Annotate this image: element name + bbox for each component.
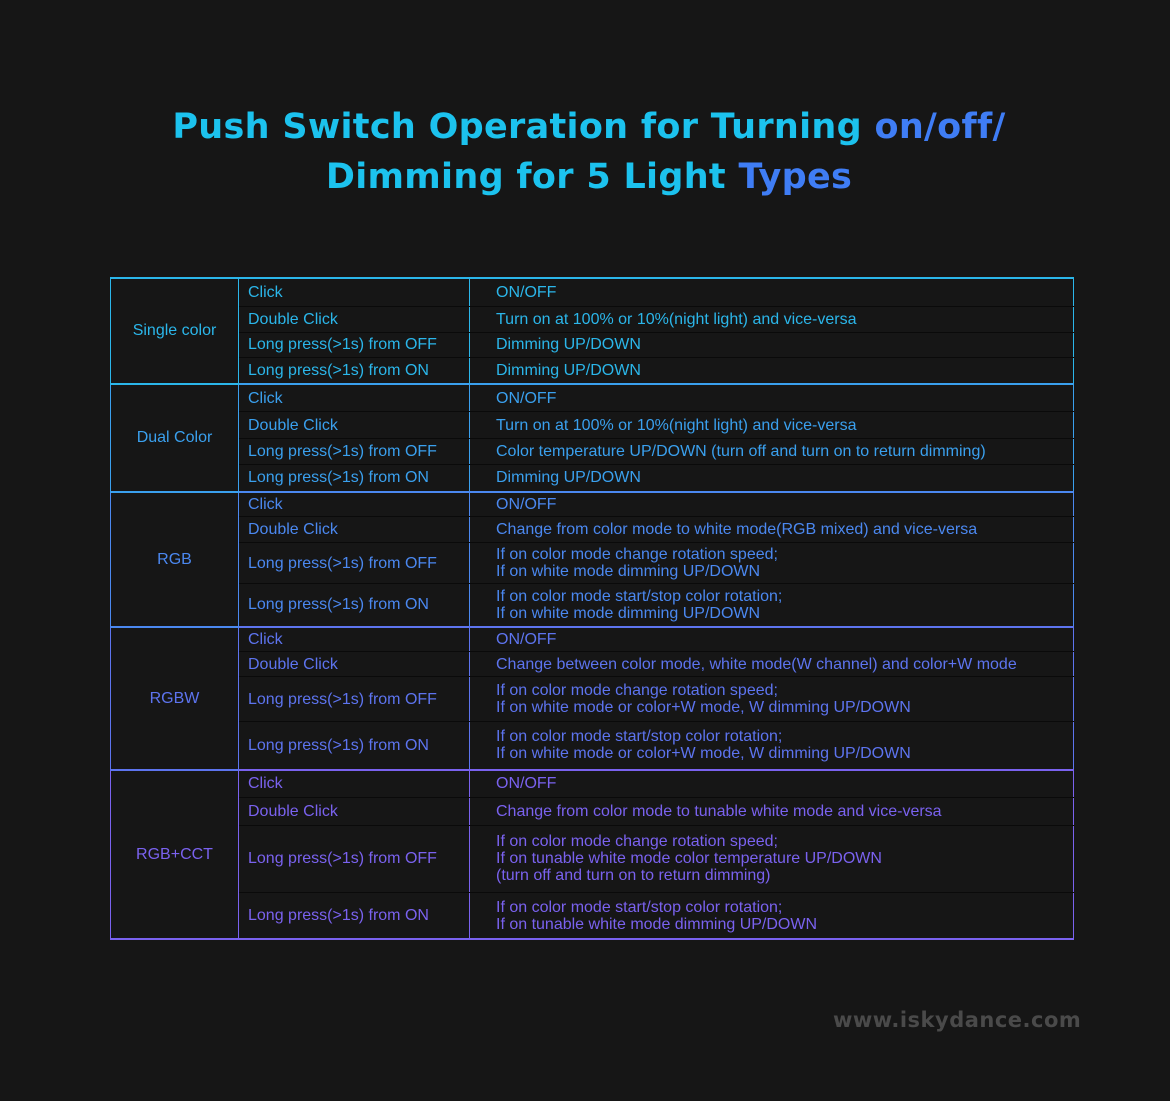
table-row (111, 358, 1074, 384)
function-line: If on tunable white mode dimming UP/DOWN (496, 915, 818, 933)
operation-cell: Click (239, 770, 470, 798)
function-line: ON/OFF (496, 495, 557, 513)
operation-cell: Long press(>1s) from OFF (239, 438, 470, 464)
table-row (111, 798, 1074, 825)
table-row (111, 627, 1074, 652)
operation-cell: Long press(>1s) from OFF (239, 332, 470, 357)
function-cell (470, 412, 1074, 438)
function-line: If on color mode start/stop color rotation; (496, 728, 783, 746)
operation-cell: Double Click (239, 798, 470, 825)
operation-cell: Long press(>1s) from ON (239, 358, 470, 384)
function-cell (470, 517, 1074, 543)
table-row (111, 583, 1074, 626)
function-line: Turn on at 100% or 10%(night light) and vice-versa (496, 416, 857, 434)
function-cell (470, 583, 1074, 626)
function-cell (470, 278, 1074, 306)
function-cell (470, 358, 1074, 384)
function-line: If on color mode change rotation speed; (496, 682, 778, 700)
function-line: (turn off and turn on to return dimming) (496, 867, 771, 885)
operation-cell: Double Click (239, 517, 470, 543)
operation-table (110, 277, 1074, 940)
operation-cell: Double Click (239, 412, 470, 438)
operation-cell: Long press(>1s) from ON (239, 583, 470, 626)
function-cell (470, 306, 1074, 332)
table-row (111, 464, 1074, 491)
operation-cell: Click (239, 384, 470, 412)
table-row (111, 517, 1074, 543)
table-row (111, 770, 1074, 798)
operation-cell: Long press(>1s) from OFF (239, 677, 470, 721)
function-line: ON/OFF (496, 283, 557, 301)
title-line-2: Dimming for 5 Light Types (325, 157, 853, 197)
operation-cell: Click (239, 492, 470, 517)
function-cell (470, 332, 1074, 357)
function-cell (470, 798, 1074, 825)
light-type-cell: Dual Color (111, 384, 239, 492)
table-row (111, 412, 1074, 438)
table-row (111, 721, 1074, 769)
page-title (0, 102, 1170, 202)
operation-cell: Double Click (239, 306, 470, 332)
light-type-cell: RGBW (111, 627, 239, 770)
function-cell (470, 627, 1074, 652)
operation-cell: Long press(>1s) from OFF (239, 543, 470, 583)
function-line: If on color mode start/stop color rotation; (496, 587, 783, 605)
function-line: If on white mode dimming UP/DOWN (496, 563, 761, 581)
function-cell (470, 384, 1074, 412)
function-line: Dimming UP/DOWN (496, 336, 641, 354)
function-cell (470, 543, 1074, 583)
light-type-cell: Single color (111, 278, 239, 384)
function-cell (470, 893, 1074, 940)
function-line: If on tunable white mode color temperature UP/DOWN (496, 850, 882, 868)
function-line: If on white mode or color+W mode, W dimming UP/DOWN (496, 745, 911, 763)
function-line: Turn on at 100% or 10%(night light) and vice-versa (496, 310, 857, 328)
function-cell (470, 721, 1074, 769)
function-cell (470, 825, 1074, 893)
function-cell (470, 492, 1074, 517)
function-line: Dimming UP/DOWN (496, 361, 641, 379)
operation-cell: Double Click (239, 652, 470, 677)
function-line: Dimming UP/DOWN (496, 469, 641, 487)
function-cell (470, 770, 1074, 798)
function-line: ON/OFF (496, 630, 557, 648)
function-line: If on color mode change rotation speed; (496, 833, 778, 851)
light-type-cell: RGB (111, 492, 239, 627)
operation-cell: Click (239, 627, 470, 652)
function-line: Change between color mode, white mode(W channel) and color+W mode (496, 655, 1017, 673)
table-row (111, 384, 1074, 412)
table-row (111, 543, 1074, 583)
table-row (111, 677, 1074, 721)
light-type-cell: RGB+CCT (111, 770, 239, 939)
operation-cell: Long press(>1s) from OFF (239, 825, 470, 893)
function-cell (470, 677, 1074, 721)
function-line: ON/OFF (496, 775, 557, 793)
function-line: Color temperature UP/DOWN (turn off and turn on to return dimming) (496, 442, 986, 460)
operation-cell: Click (239, 278, 470, 306)
table-row (111, 652, 1074, 677)
function-cell (470, 438, 1074, 464)
function-line: If on white mode or color+W mode, W dimming UP/DOWN (496, 699, 911, 717)
operation-cell: Long press(>1s) from ON (239, 721, 470, 769)
function-cell (470, 464, 1074, 491)
table-row (111, 492, 1074, 517)
operation-cell: Long press(>1s) from ON (239, 893, 470, 940)
table-row (111, 278, 1074, 306)
table-row (111, 332, 1074, 357)
table-row (111, 825, 1074, 893)
watermark: www.iskydance.com (833, 1008, 1082, 1032)
title-line-1: Push Switch Operation for Turning on/off/ (172, 107, 1006, 147)
operation-cell: Long press(>1s) from ON (239, 464, 470, 491)
function-line: ON/OFF (496, 389, 557, 407)
function-line: Change from color mode to tunable white mode and vice-versa (496, 802, 942, 820)
function-cell (470, 652, 1074, 677)
function-line: If on white mode dimming UP/DOWN (496, 604, 761, 622)
function-line: Change from color mode to white mode(RGB mixed) and vice-versa (496, 521, 978, 539)
table-row (111, 306, 1074, 332)
function-line: If on color mode change rotation speed; (496, 546, 778, 564)
table-row (111, 438, 1074, 464)
function-line: If on color mode start/stop color rotation; (496, 898, 783, 916)
table-row (111, 893, 1074, 940)
